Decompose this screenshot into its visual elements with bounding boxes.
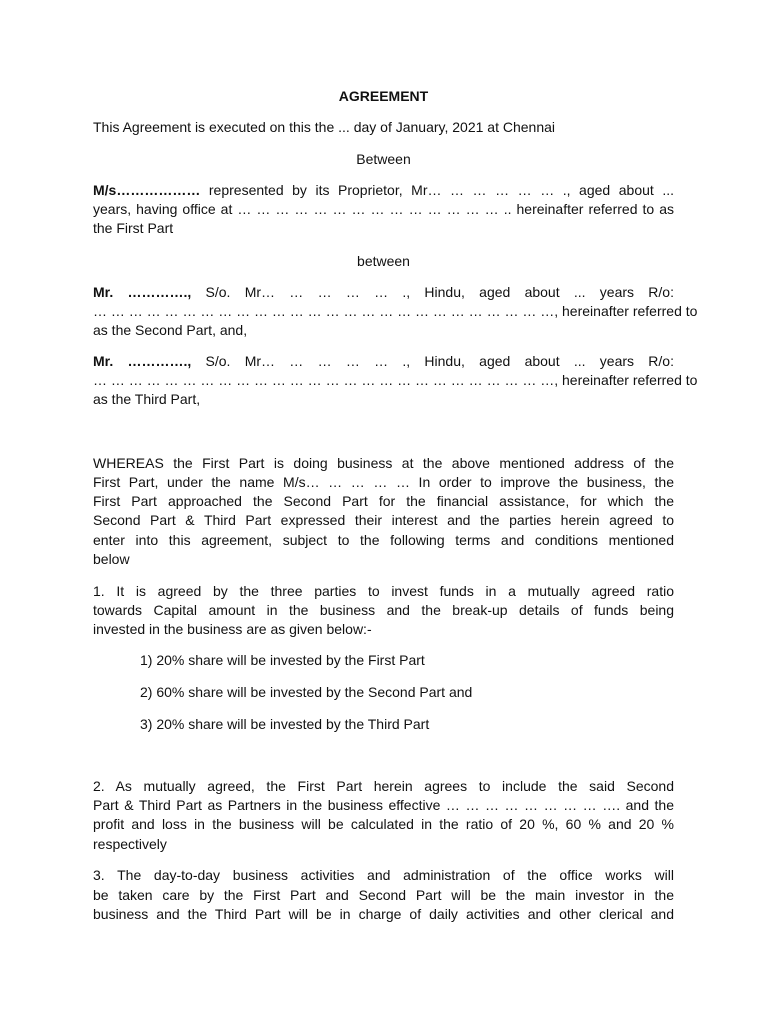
whereas-line-3: First Part approached the Second Part for the financial assistance, for which the — [93, 493, 674, 509]
intro-line: This Agreement is executed on this the ... day of January, 2021 at Chennai — [93, 119, 556, 135]
third-party-line-1-text: S/o. Mr… … … … … ., Hindu, aged about ... years R/o: — [191, 353, 674, 369]
third-party-name: Mr. …………., — [93, 353, 192, 369]
clause-3-line-1: 3. The day-to-day business activities and administration of the office works will — [93, 867, 674, 883]
second-party-line-2: … … … … … … … … … … … … … … … … … … … … … … … … … …, hereinafter referred to — [93, 303, 698, 319]
second-party-name: Mr. …………., — [93, 284, 192, 300]
third-party-line-3: as the Third Part, — [93, 391, 201, 407]
clause-2-line-3: profit and loss in the business will be calculated in the ratio of 20 %, 60 % and 20 % — [93, 816, 674, 832]
clause-3-line-2: be taken care by the First Part and Second Part will be the main investor in the — [93, 887, 674, 903]
first-party-line-3: the First Part — [93, 220, 174, 236]
whereas-line-6: below — [93, 551, 130, 567]
share-item-3: 3) 20% share will be invested by the Third Part — [140, 716, 430, 732]
second-party-line-1 — [93, 284, 674, 301]
whereas-line-1: WHEREAS the First Part is doing business at the above mentioned address of the — [93, 455, 674, 471]
third-party-line-2: … … … … … … … … … … … … … … … … … … … … … … … … … …, hereinafter referred to — [93, 372, 698, 388]
between-heading-2: between — [357, 253, 410, 269]
share-item-1: 1) 20% share will be invested by the First Part — [140, 652, 425, 668]
title-text: AGREEMENT — [338, 88, 429, 104]
clause-2-line-1: 2. As mutually agreed, the First Part herein agrees to include the said Second — [93, 778, 674, 794]
third-party-line-1 — [93, 353, 674, 370]
whereas-line-4: Second Part & Third Part expressed their interest and the parties herein agreed to — [93, 512, 674, 528]
clause-1-line-2: towards Capital amount in the business and the break-up details of funds being — [93, 602, 674, 618]
first-party-line-2: years, having office at … … … … … … … … … … … … … … .. hereinafter referred to as — [93, 201, 674, 217]
clause-3-line-3: business and the Third Part will be in charge of daily activities and other clerical and — [93, 906, 674, 922]
second-party-line-1-text: S/o. Mr… … … … … ., Hindu, aged about ... years R/o: — [191, 284, 674, 300]
document-title — [93, 88, 674, 105]
whereas-line-5: enter into this agreement, subject to the following terms and conditions mentioned — [93, 532, 674, 548]
clause-1-line-3: invested in the business are as given below:- — [93, 621, 372, 637]
whereas-line-2: First Part, under the name M/s… … … … … In order to improve the business, the — [93, 474, 674, 490]
clause-2-line-4: respectively — [93, 836, 167, 852]
between-heading-1: Between — [356, 151, 411, 167]
first-party-line-1-text: represented by its Proprietor, Mr… … … … … … ., aged about ... — [200, 182, 674, 198]
clause-1-line-1: 1. It is agreed by the three parties to invest funds in a mutually agreed ratio — [93, 583, 674, 599]
first-party-name: M/s……………… — [93, 182, 201, 198]
first-party-line-1 — [93, 182, 674, 199]
clause-2-line-2: Part & Third Part as Partners in the business effective … … … … … … … … …. and the — [93, 797, 674, 813]
share-item-2: 2) 60% share will be invested by the Second Part and — [140, 684, 473, 700]
second-party-line-3: as the Second Part, and, — [93, 322, 248, 338]
